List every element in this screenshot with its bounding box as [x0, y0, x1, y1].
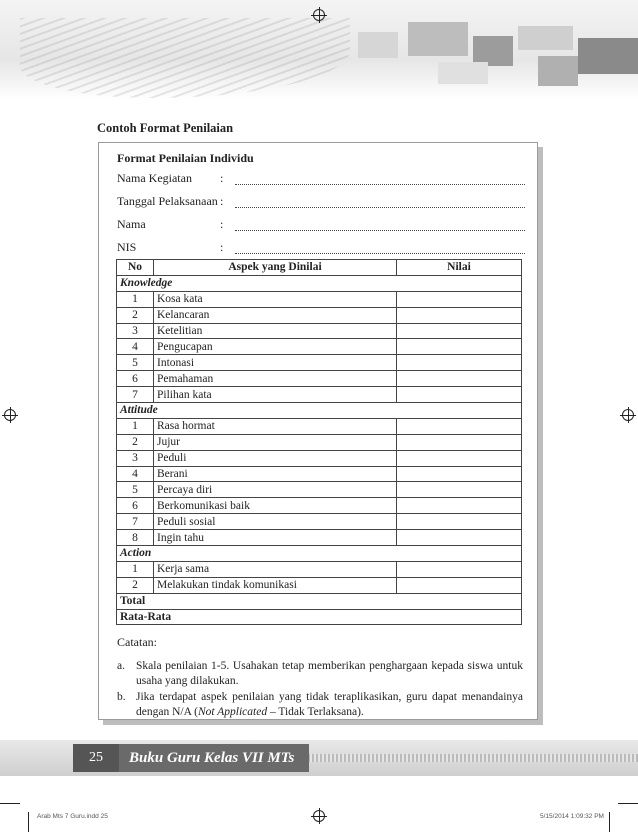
header-no: No [117, 260, 154, 276]
table-row [117, 482, 522, 498]
table-row [117, 434, 522, 450]
field-colon: : [220, 240, 224, 254]
row-item: Kerja sama [154, 561, 397, 577]
note-label: b. [117, 691, 126, 703]
field-label: Tanggal Pelaksanaan [117, 194, 218, 208]
field-nis [117, 240, 522, 256]
table-body [117, 275, 522, 625]
row-no: 2 [117, 577, 154, 593]
row-item: Kelancaran [154, 307, 397, 323]
total-label: Total [117, 593, 522, 609]
average-label: Rata-Rata [117, 609, 522, 625]
total-row [117, 593, 522, 609]
page-number: 25 [73, 744, 119, 772]
row-no: 3 [117, 450, 154, 466]
row-nilai-cell[interactable] [397, 291, 522, 307]
registration-mark-icon [622, 409, 634, 421]
table-row [117, 530, 522, 546]
header-aspek: Aspek yang Dinilai [154, 260, 397, 276]
row-nilai-cell[interactable] [397, 498, 522, 514]
table-row [117, 418, 522, 434]
header-nilai: Nilai [397, 260, 522, 276]
crop-mark [609, 812, 610, 832]
table-row [117, 577, 522, 593]
row-item: Pengucapan [154, 339, 397, 355]
row-no: 6 [117, 498, 154, 514]
row-nilai-cell[interactable] [397, 482, 522, 498]
row-item: Ingin tahu [154, 530, 397, 546]
row-item: Percaya diri [154, 482, 397, 498]
section-label: Action [117, 546, 522, 562]
field-nama-kegiatan [117, 171, 522, 187]
banner-wave-graphic [20, 18, 350, 98]
row-no: 6 [117, 371, 154, 387]
slug-datetime: 5/15/2014 1:09:32 PM [540, 813, 604, 820]
row-no: 2 [117, 307, 154, 323]
field-nama [117, 217, 522, 233]
row-no: 3 [117, 323, 154, 339]
row-item: Kosa kata [154, 291, 397, 307]
table-row [117, 371, 522, 387]
row-item: Rasa hormat [154, 418, 397, 434]
fill-in-line[interactable] [235, 184, 525, 185]
table-row [117, 466, 522, 482]
registration-mark-icon [4, 409, 16, 421]
table-row [117, 450, 522, 466]
assessment-form [98, 142, 538, 720]
row-item: Berkomunikasi baik [154, 498, 397, 514]
row-no: 8 [117, 530, 154, 546]
crop-mark [28, 812, 29, 832]
row-item: Peduli [154, 450, 397, 466]
banner-blocks-graphic [338, 22, 638, 98]
note-text-part: – Tidak Terlaksana). [267, 706, 364, 718]
row-nilai-cell[interactable] [397, 323, 522, 339]
row-nilai-cell[interactable] [397, 387, 522, 403]
table-row [117, 387, 522, 403]
notes-title: Catatan: [117, 635, 157, 649]
row-no: 1 [117, 418, 154, 434]
section-title: Contoh Format Penilaian [97, 121, 234, 135]
row-nilai-cell[interactable] [397, 434, 522, 450]
row-no: 4 [117, 339, 154, 355]
row-no: 1 [117, 561, 154, 577]
fill-in-line[interactable] [235, 253, 525, 254]
field-tanggal-pelaksanaan [117, 194, 522, 210]
row-item: Melakukan tindak komunikasi [154, 577, 397, 593]
form-title: Format Penilaian Individu [117, 151, 254, 165]
row-item: Pemahaman [154, 371, 397, 387]
average-row [117, 609, 522, 625]
section-row-attitude [117, 403, 522, 419]
table-row [117, 561, 522, 577]
row-nilai-cell[interactable] [397, 355, 522, 371]
table-row [117, 307, 522, 323]
table-row [117, 514, 522, 530]
registration-mark-icon [313, 810, 325, 822]
section-row-action [117, 546, 522, 562]
table-header-row [117, 260, 522, 276]
row-item: Ketelitian [154, 323, 397, 339]
row-nilai-cell[interactable] [397, 530, 522, 546]
note-text: Skala penilaian 1-5. Usahakan tetap memberikan penghargaan kepada siswa untuk usaha yang dilakukan. [136, 660, 523, 687]
row-no: 5 [117, 482, 154, 498]
table-row [117, 291, 522, 307]
row-item: Peduli sosial [154, 514, 397, 530]
fill-in-line[interactable] [235, 207, 525, 208]
book-title: Buku Guru Kelas VII MTs [119, 744, 309, 772]
row-no: 7 [117, 387, 154, 403]
field-colon: : [220, 194, 224, 208]
row-nilai-cell[interactable] [397, 339, 522, 355]
row-nilai-cell[interactable] [397, 450, 522, 466]
registration-mark-icon [313, 9, 325, 21]
table-row [117, 498, 522, 514]
note-label: a. [117, 660, 125, 672]
section-label: Knowledge [117, 275, 522, 291]
assessment-table [116, 259, 522, 625]
row-nilai-cell[interactable] [397, 307, 522, 323]
field-colon: : [220, 217, 224, 231]
row-nilai-cell[interactable] [397, 561, 522, 577]
note-text [136, 690, 523, 720]
table-row [117, 323, 522, 339]
section-label: Attitude [117, 403, 522, 419]
field-colon: : [220, 171, 224, 185]
row-nilai-cell[interactable] [397, 466, 522, 482]
table-row [117, 339, 522, 355]
crop-mark [618, 803, 638, 804]
section-row-knowledge [117, 275, 522, 291]
note-text-italic: Not Applicated [197, 706, 268, 718]
row-nilai-cell[interactable] [397, 371, 522, 387]
fill-in-line[interactable] [235, 230, 525, 231]
field-label: NIS [117, 240, 137, 254]
slug-file: Arab Mts 7 Guru.indd 25 [37, 813, 108, 820]
table-row [117, 355, 522, 371]
row-no: 7 [117, 514, 154, 530]
field-label: Nama [117, 217, 146, 231]
row-no: 2 [117, 434, 154, 450]
row-no: 5 [117, 355, 154, 371]
row-nilai-cell[interactable] [397, 418, 522, 434]
row-item: Pilihan kata [154, 387, 397, 403]
row-nilai-cell[interactable] [397, 514, 522, 530]
row-no: 1 [117, 291, 154, 307]
row-item: Jujur [154, 434, 397, 450]
field-label: Nama Kegiatan [117, 171, 192, 185]
note-text-part: Jika terdapat aspek penilaian yang tidak teraplikasikan, guru dapat menandainya dengan N/A ( [136, 691, 523, 718]
row-item: Berani [154, 466, 397, 482]
row-nilai-cell[interactable] [397, 577, 522, 593]
row-no: 4 [117, 466, 154, 482]
row-item: Intonasi [154, 355, 397, 371]
crop-mark [0, 803, 20, 804]
